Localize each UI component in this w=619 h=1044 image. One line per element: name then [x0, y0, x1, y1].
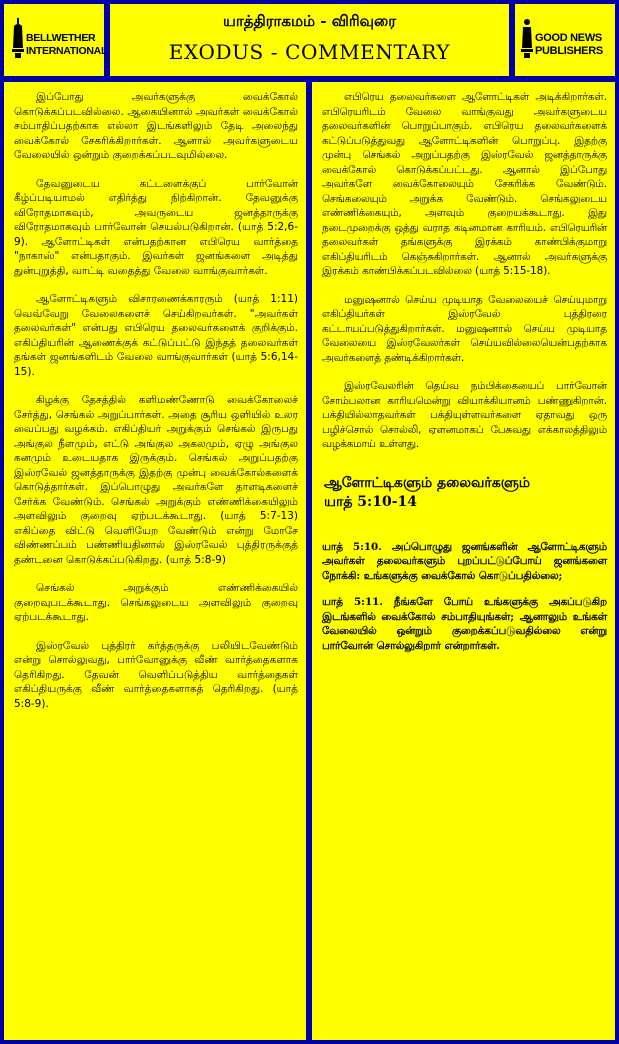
paragraph: இஸ்ரவேல் புத்திரர் கர்த்தருக்கு பலியிடவேண்டும் என்று சொல்லுவது, பார்வோனுக்கு வீண் வார்த்தைகளாக தெரிகிறது. தேவன் வெளிப்படுத்திய வார்த்தைகள் எகிப்தியருக்கு வீண் வார்த்தைகளாகத் தெரிகிறது. (யாத் 5:8-9).	[14, 639, 298, 710]
section-heading	[322, 474, 607, 512]
title-tamil: யாத்திராகமம் - விரிவுரை	[223, 12, 396, 30]
left-column	[4, 82, 306, 1040]
book-figure-icon	[521, 18, 533, 58]
paragraph: செங்கல் அறுக்கும் எண்ணிக்கையில் குறைவுபடக்கூடாது. செங்கலுடைய அளவிலும் குறைவு ஏற்படக்கூடாது.	[14, 582, 298, 623]
verse: யாத் 5:11. நீங்களே போய் உங்களுக்கு அகப்படுகிற இடங்களில் வைக்கோல் சம்பாதியுங்கள்; ஆனாலும் உங்கள் வேலையில் ஒன்றும் குறைக்கப்படுவதில்லை என்று பார்வோன் சொல்லுகிறார் என்றார்கள்.	[322, 596, 607, 652]
good-news-logo	[515, 4, 615, 76]
left-logo-line1: BELLWETHER	[26, 32, 96, 44]
verse: யாத் 5:10. அப்பொழுது ஜனங்களின் ஆளோட்டிகளும் அவர்கள் தலைவர்களும் புறப்பட்டுப்போய் ஜனங்களை நோக்கி: உங்களுக்கு வைக்கோல் கொடுப்பதில்லை;	[322, 540, 607, 582]
paragraph: மனுஷனால் செய்ய முடியாத வேலையைச் செய்யுமாறு எகிப்தியர்கள் இஸ்ரவேல் புத்திரரை கட்டாயப்படுத்துகிறார்கள். மனுஷனால் செய்ய முடியாத வேலையை இஸ்ரவேலர்கள் செய்யவில்லையென்பதற்காக அவர்களைத் தண்டிக்கிறார்கள்.	[322, 293, 607, 364]
paragraph: ஆளோட்டிகளும் விசாரணைக்காரரும் (யாத் 1:11) வெவ்வேறு வேலைகளைச் செய்கிறவர்கள். "அவர்கள் தலைவர்கள்" என்பது எபிரெய தலைவர்களைக் குறிக்கும். எகிப்தியரின் ஆணைக்குக் கட்டுப்பட்டு இந்தத் தலைவர்கள் தங்கள் ஜனங்களிடம் வேலை வாங்குவார்கள் (யாத் 5:6,14-15).	[14, 293, 298, 378]
paragraph: எபிரெய தலைவர்களை ஆளோட்டிகள் அடிக்கிறார்கள். எபிரெயரிடம் வேலை வாங்குவது அவர்களுடைய தலைவர்களின் பொறுப்பாகும். எபிரெய தலைவர்களைக் கட்டுப்படுத்துவது ஆளோட்டிகளின் பொறுப்பு. இதற்கு முன்பு செங்கல் அறுப்பதற்கு இஸ்ரவேல் ஜனத்தாருக்கு வைக்கோல் கொடுக்கப்பட்டது. ஆனால் இப்போது அவர்களே வைக்கோலையும் சேகரிக்க வேண்டும். செங்கலையும் அறுக்க வேண்டும். செங்கலுடைய எண்ணிக்கையும், அளவும் குறையக்கூடாது. இது நடைமுறைக்கு ஒத்து வராத கடினமான காரியம். எபிரெயரின் தலைவர்கள் தங்களுக்கு இரக்கம் காண்பிக்குமாறு எகிப்தியரிடம் கெஞ்சுகிறார்கள். ஆனால் அவர்களுக்கு இரக்கம் காண்பிக்கப்படவில்லை (யாத் 5:15-18).	[322, 91, 607, 277]
right-column	[312, 82, 615, 1040]
paragraph: தேவனுடைய கட்டளைக்குப் பார்வோன் கீழ்ப்படியாமல் எதிர்த்து நிற்கிறான். தேவனுக்கு விரோதமாகவும், அவருடைய ஜனத்தாருக்கு விரோதமாகவும் பார்வோன் செயல்படுகிறான். (யாத் 5:2,6-9). ஆளோட்டிகள் என்பதற்கான எபிரெய வார்த்தை "நாகாஸ்" என்பதாகும். இவர்கள் ஜனங்களை அடித்து துன்புறுத்தி, வாட்டி வதைத்து வேலை வாங்குவார்கள்.	[14, 177, 298, 277]
right-logo-line1: GOOD NEWS	[535, 32, 602, 44]
bellwether-icon	[12, 18, 24, 58]
section-heading-reference: யாத் 5:10-14	[324, 493, 417, 510]
section-heading-title: ஆளோட்டிகளும் தலைவர்களும்	[324, 474, 531, 491]
paragraph: இஸ்ரவேலரின் தெய்வ நம்பிக்கையைப் பார்வோன் சோம்பலான காரியமென்று வியாக்கியானம் பண்ணுகிறான். பக்தியில்லாதவர்கள் பக்தியுள்ளவர்களை ஏதாவது ஒரு பழிச்சொல் சொல்லி, ஏளனமாகப் பேசுவது எக்காலத்திலும் வழக்கமாய் உள்ளது.	[322, 380, 607, 450]
title-box	[110, 4, 509, 76]
title-english: EXODUS - COMMENTARY	[168, 40, 451, 64]
paragraph: கிழக்கு தேசத்தில் களிமண்ணோடு வைக்கோலைச் சேர்த்து, செங்கல் அறுப்பார்கள். அதை சூரிய ஒளியில் உலர வைப்பது வழக்கம். எகிப்தியர் அறுக்கும் செங்கல் இருபது அங்குல நீளமும், எட்டு அங்குல அகலமும், ஏழு அங்குல கனமும் உடையதாக இருக்கும். செங்கல் அறுப்பதற்கு இஸ்ரவேல் ஜனத்தாருக்கு இதற்கு முன்பு வைக்கோல்களைக் கொடுத்தார்கள். இப்பொழுது அவர்களே தாளடிகளைச் சேர்க்க வேண்டும். செங்கல் அறுக்கும் எண்ணிக்கையிலும் அளவிலும் குறைவு ஏற்படக்கூடாது. (யாத் 5:7-13) எகிப்தை விட்டு வெளியேற வேண்டும் என்று மோசே விண்ணப்பம் பண்ணியதினால் இஸ்ரவேல் புத்திரருக்குத் தண்டனை கொடுக்கப்படுகிறது. (யாத் 5:8-9)	[14, 394, 298, 566]
left-logo-line2: INTERNATIONAL	[26, 45, 108, 57]
right-logo-line2: PUBLISHERS	[535, 45, 603, 57]
paragraph: இப்போது அவர்களுக்கு வைக்கோல் கொடுக்கப்படவில்லை. ஆகையினால் அவர்கள் வைக்கோல் சம்பாதிப்பதற்காக எல்லா இடங்களிலும் தேடி அலைந்து வைக்கோல் சேகரிக்கிறார்கள். ஆனால் அவர்களுடைய வேலையில் ஒன்றும் குறைக்கப்படவுமில்லை.	[14, 91, 298, 161]
bellwether-logo	[4, 4, 108, 76]
